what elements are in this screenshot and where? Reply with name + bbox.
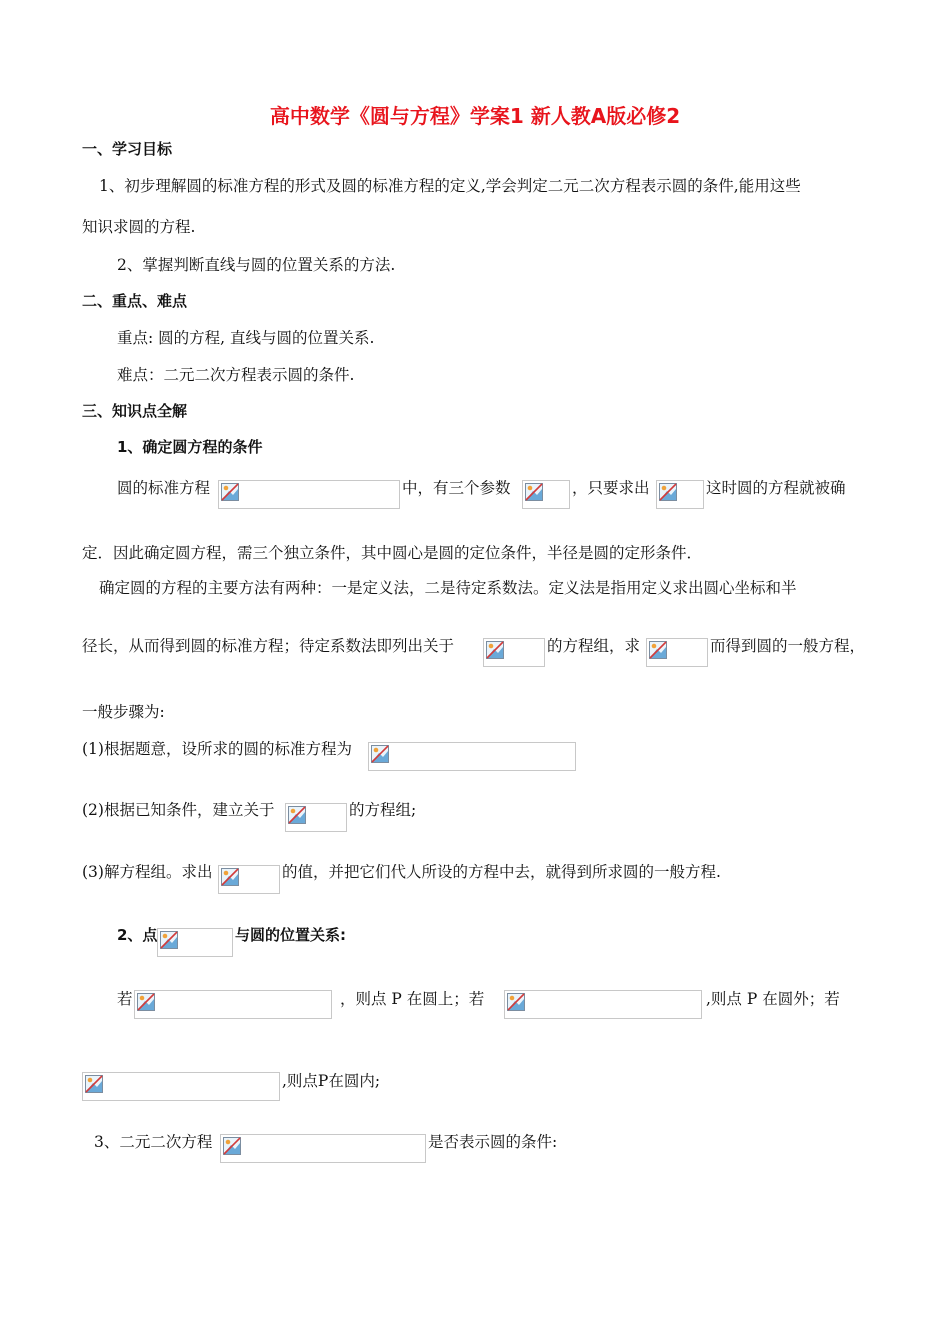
formula-step-3-values bbox=[218, 865, 280, 894]
p1-text-a: 圆的标准方程 bbox=[117, 479, 211, 497]
r2-text-b: ,则点P在圆内; bbox=[282, 1072, 381, 1090]
section-1-item-1-line-1: 1、初步理解圆的标准方程的形式及圆的标准方程的定义,学会判定二元二次方程表示圆的条件,能用这些 bbox=[99, 177, 801, 195]
p2-line-3: 一般步骤为: bbox=[82, 703, 165, 721]
step-2-text-a: (2)根据已知条件，建立关于 bbox=[82, 801, 275, 819]
broken-image-icon bbox=[659, 483, 677, 501]
r1-text-c: ,则点 P 在圆外；若 bbox=[706, 990, 840, 1008]
formula-assumed-equation bbox=[368, 742, 576, 771]
part-3-text-a: 3、二元二次方程 bbox=[94, 1133, 213, 1151]
formula-outside-circle bbox=[504, 990, 702, 1019]
p2-text-b: 的方程组，求 bbox=[547, 637, 641, 655]
section-2-heading: 二、重点、难点 bbox=[82, 292, 188, 310]
section-3-heading: 三、知识点全解 bbox=[82, 402, 188, 420]
p2-text-c: 而得到圆的一般方程， bbox=[710, 637, 866, 655]
p2-line-1: 确定圆的方程的主要方法有两种：一是定义法，二是待定系数法。定义法是指用定义求出圆心坐标和半 bbox=[99, 579, 797, 597]
formula-on-circle bbox=[134, 990, 332, 1019]
broken-image-icon bbox=[507, 993, 525, 1011]
r1-text-a: 若 bbox=[117, 990, 133, 1008]
step-3-text-b: 的值，并把它们代人所设的方程中去，就得到所求圆的一般方程. bbox=[282, 863, 721, 881]
step-2-text-b: 的方程组; bbox=[349, 801, 417, 819]
broken-image-icon bbox=[221, 868, 239, 886]
section-1-item-1-line-2: 知识求圆的方程. bbox=[82, 218, 196, 236]
broken-image-icon bbox=[371, 745, 389, 763]
difficult-points: 难点：二元二次方程表示圆的条件. bbox=[117, 366, 355, 384]
broken-image-icon bbox=[223, 1137, 241, 1155]
section-1-heading: 一、学习目标 bbox=[82, 140, 173, 158]
part-3-text-b: 是否表示圆的条件: bbox=[428, 1133, 558, 1151]
p1-text-b: 中，有三个参数 bbox=[402, 479, 511, 497]
formula-point bbox=[157, 928, 233, 957]
formula-standard-equation bbox=[218, 480, 400, 509]
part-2-heading-a: 2、点 bbox=[117, 926, 158, 944]
section-1-item-2: 2、掌握判断直线与圆的位置关系的方法. bbox=[117, 256, 396, 274]
formula-general-equation bbox=[220, 1134, 426, 1163]
formula-unknowns bbox=[483, 638, 545, 667]
broken-image-icon bbox=[85, 1075, 103, 1093]
page-title: 高中数学《圆与方程》学案1 新人教A版必修2 bbox=[269, 104, 681, 128]
p2-text-a: 径长，从而得到圆的标准方程；待定系数法即列出关于 bbox=[82, 637, 455, 655]
step-3-text-a: (3)解方程组。求出 bbox=[82, 863, 213, 881]
r1-text-b: ，则点 P 在圆上；若 bbox=[340, 990, 485, 1008]
p1-line-2: 定．因此确定圆方程，需三个独立条件，其中圆心是圆的定位条件，半径是圆的定形条件． bbox=[82, 544, 703, 562]
part-1-heading: 1、确定圆方程的条件 bbox=[117, 438, 263, 456]
broken-image-icon bbox=[137, 993, 155, 1011]
step-1: (1)根据题意，设所求的圆的标准方程为 bbox=[82, 740, 352, 758]
broken-image-icon bbox=[160, 931, 178, 949]
broken-image-icon bbox=[288, 806, 306, 824]
key-points: 重点: 圆的方程, 直线与圆的位置关系. bbox=[117, 329, 375, 347]
broken-image-icon bbox=[649, 641, 667, 659]
broken-image-icon bbox=[486, 641, 504, 659]
formula-inside-circle bbox=[82, 1072, 280, 1101]
broken-image-icon bbox=[525, 483, 543, 501]
p1-text-c: ，只要求出 bbox=[572, 479, 650, 497]
formula-step-2-unknowns bbox=[285, 803, 347, 832]
broken-image-icon bbox=[221, 483, 239, 501]
formula-solved-unknowns bbox=[646, 638, 708, 667]
p1-text-d: 这时圆的方程就被确 bbox=[706, 479, 846, 497]
part-2-heading-b: 与圆的位置关系: bbox=[235, 926, 346, 944]
formula-parameters bbox=[522, 480, 570, 509]
formula-solved-parameters bbox=[656, 480, 704, 509]
